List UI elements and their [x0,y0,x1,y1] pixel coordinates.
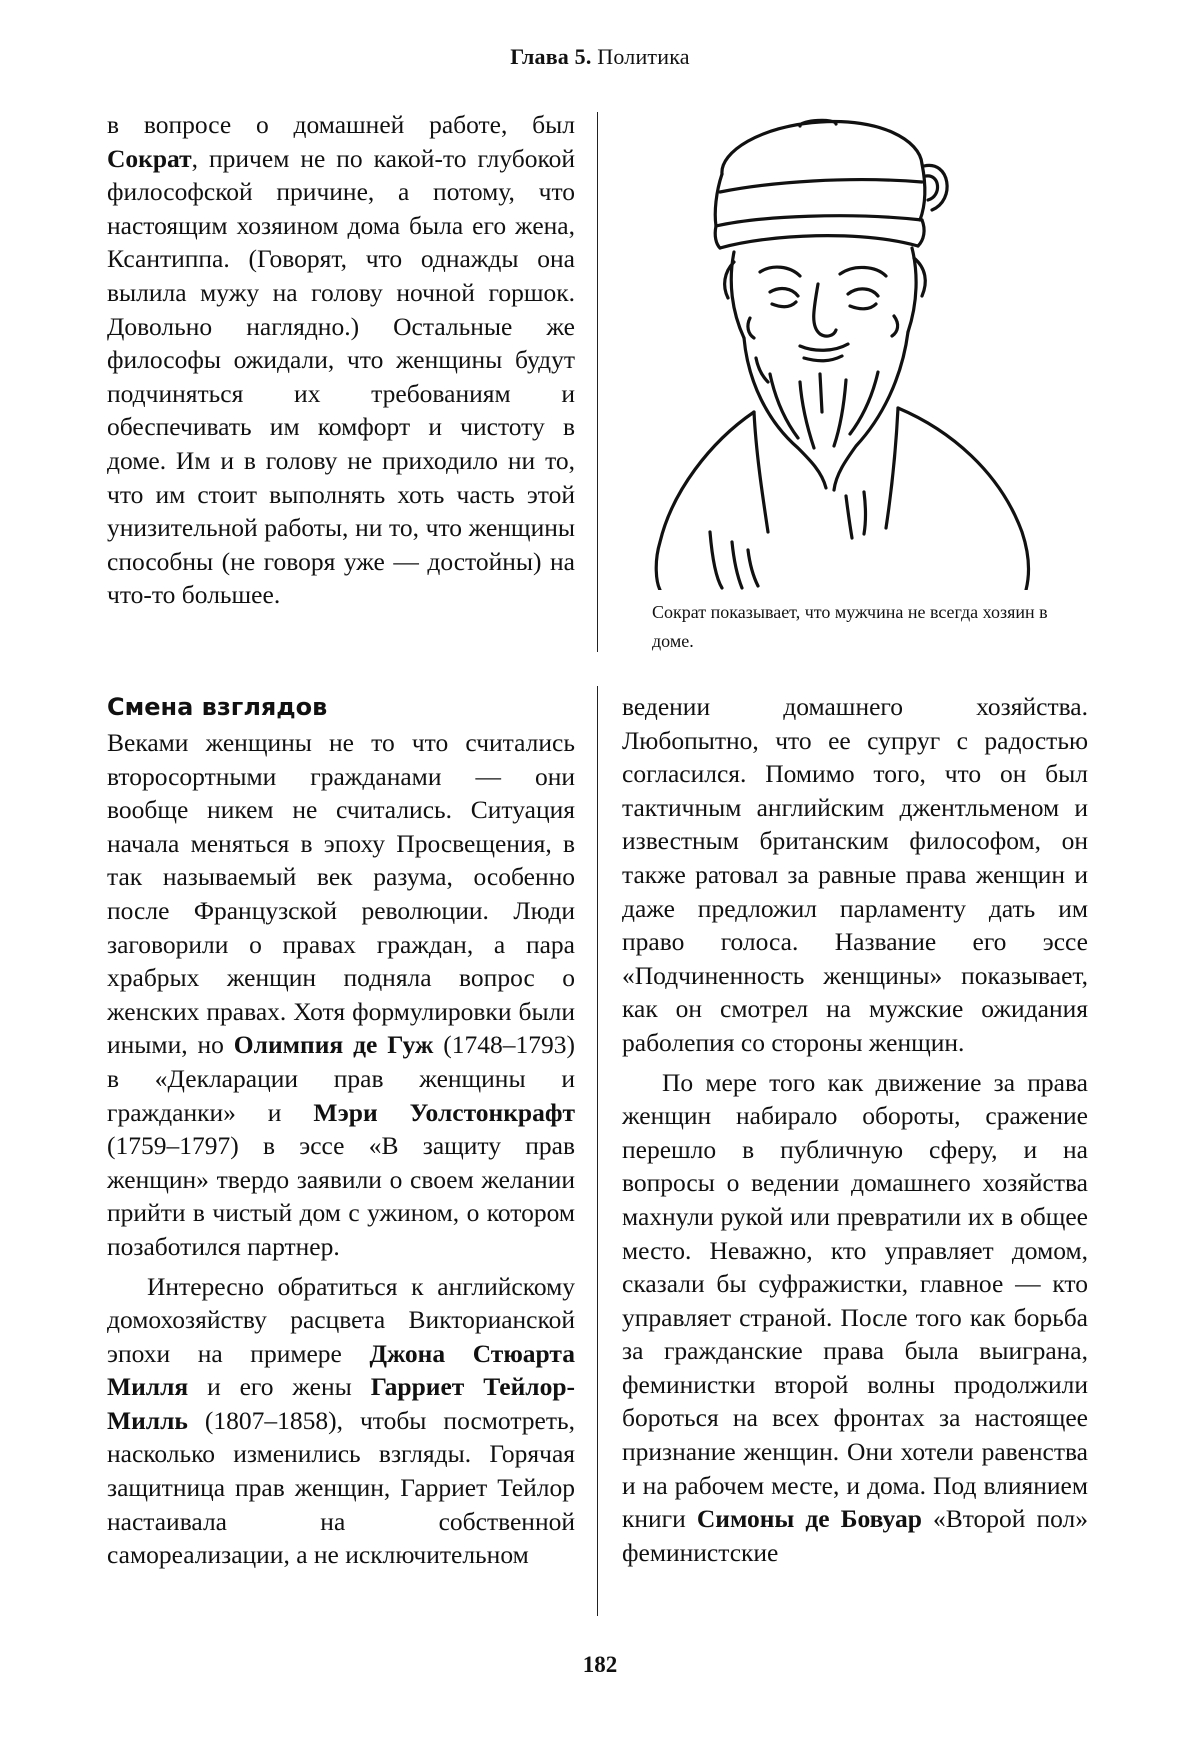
text-run: (1759–1797) в эссе «В защиту прав женщин» твердо заявили о своем желании прийти в чистый дом с ужином, о котором позаботился партнер. [107,1131,575,1261]
bold-name: Мэри Уолстонкрафт [313,1097,575,1127]
text-run: и его жены [188,1372,371,1402]
paragraph [107,108,575,612]
text-run: Веками женщины не то что считались второсортными гражданами — они вообще никем не считались. Ситуация начала меняться в эпоху Просвещения, в так называемый век разума, особенно после Французской революции. Люди заговорили о правах граждан, а пара храбрых женщин подняла вопрос о женских правах. Хотя формулировки были иными, но [107,728,575,1060]
running-header [0,44,1200,70]
section-heading: Смена взглядов [107,693,328,721]
text-run: в вопросе о домашней работе, был [107,110,575,139]
left-column-bottom [107,690,575,1572]
bold-name: Джона Стюарта Милля [107,1338,575,1402]
column-divider-top [597,112,598,652]
text-run: (1807–1858), чтобы посмотреть, насколько изменились взгляды. Горячая защитница прав женщин, Гарриет Тейлор настаивала на собственной самореализации, а не исключительном [107,1405,575,1570]
text-run: Интересно обратиться к английскому домохозяйству расцвета Викторианской эпохи на примере [107,1271,575,1368]
left-column-top [107,108,575,612]
chapter-title: Политика [597,44,690,69]
bold-name: Симоны де Бовуар [696,1504,922,1534]
column-divider-bottom [597,686,598,1616]
paragraph [622,1066,1088,1570]
chapter-label: Глава 5. [510,44,592,69]
bold-name: Олимпия де Гуж [233,1030,434,1060]
illustration-caption: Сократ показывает, что мужчина не всегда хозяин в доме. [652,602,1048,651]
page-number: 182 [582,1652,618,1677]
socrates-illustration [650,112,1050,590]
text-run: По мере того как движение за права женщин набирало обороты, сражение перешло в публичную сферу, и на вопросы о ведении домашнего хозяйства махнули рукой или превратили их в общее место. Неважно, кто управляет домом, сказали бы суфражистки, главное — кто управляет страной. После того как борьба за гражданские права была выиграна, феминистки второй волны продолжили бороться на всех фронтах за настоящее признание женщин. Они хотели равенства и на рабочем месте, и дома. Под влиянием книги [622,1067,1088,1534]
text-run: (1748–1793) в «Декларации прав женщины и гражданки» и [107,1030,576,1127]
text-run: «Второй пол» феминистские [622,1504,1088,1567]
bold-name: Гарриет Тейлор-Милль [107,1372,575,1435]
text-run: ведении домашнего хозяйства. Любопытно, что ее супруг с радостью согласился. Помимо того, что он был тактичным английским джентльменом и известным британским философом, он также ратовал за равные права женщин и даже предложил парламенту дать им право голоса. Название его эссе «Подчиненность женщины» показывает, как он смотрел на мужские ожидания раболепия со стороны женщин. [622,692,1088,1057]
bold-name: Сократ [107,143,192,173]
paragraph [622,690,1088,1060]
paragraph [107,1270,575,1572]
text-run: , причем не по какой-то глубокой философской причине, а потому, что настоящим хозяином дома была его жена, Ксантиппа. (Говорят, что однажды она вылила мужу на голову ночной горшок. Довольно наглядно.) Остальные же философы ожидали, что женщины будут подчиняться их требованиям и обеспечивать им комфорт и чистоту в доме. Им и в голову не приходило ни то, что им стоит выполнять хоть часть этой унизительной работы, ни то, что женщины способны (не говоря уже — достойны) на что-то большее. [107,143,575,610]
right-column [622,690,1088,1569]
paragraph [107,726,575,1264]
